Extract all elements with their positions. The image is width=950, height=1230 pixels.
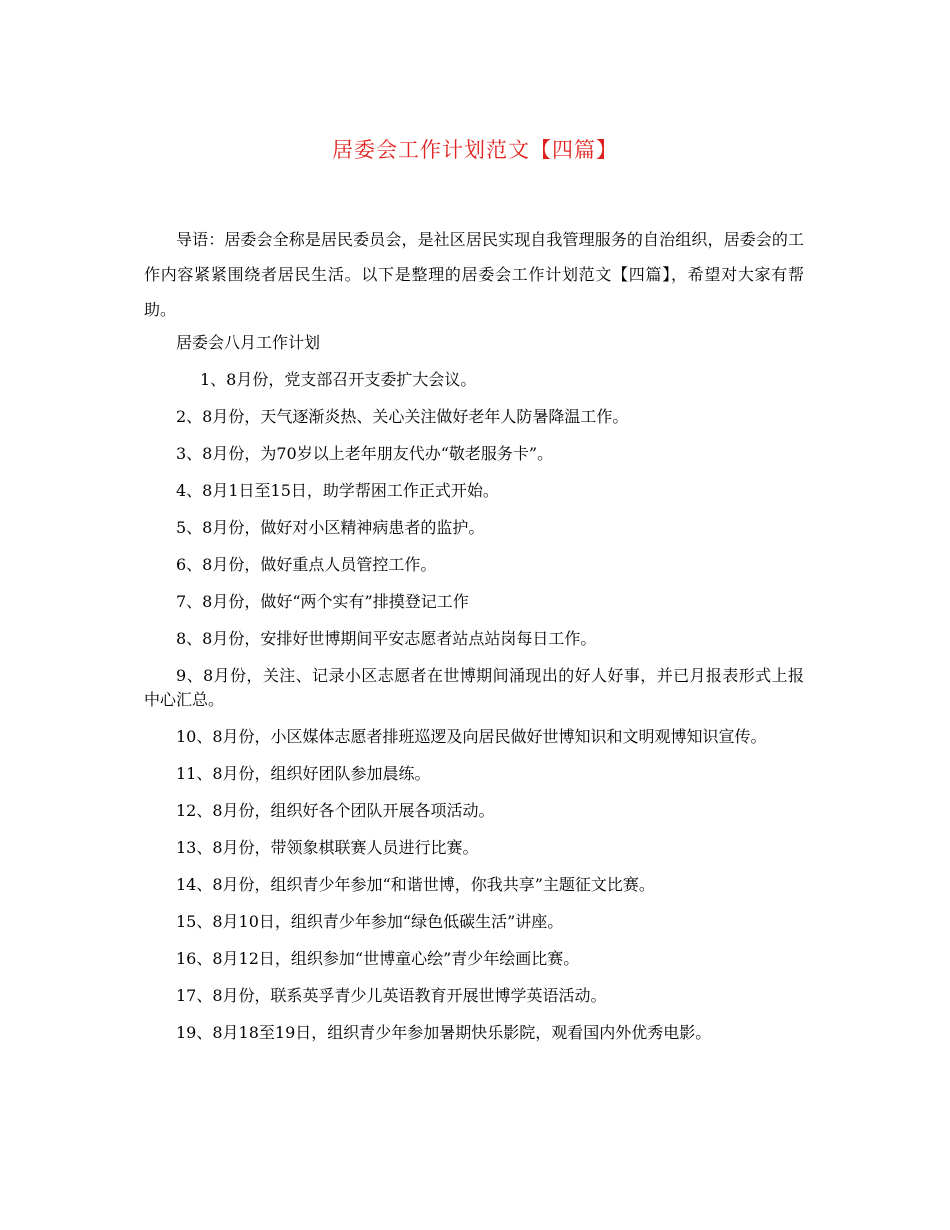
plan-item: 4、8月1日至15日，助学帮困工作正式开始。: [176, 481, 499, 500]
intro-paragraph: 导语：居委会全称是居民委员会，是社区居民实现自我管理服务的自治组织，居委会的工作内容紧紧围绕者居民生活。以下是整理的居委会工作计划范文【四篇】，希望对大家有帮助。: [144, 230, 804, 319]
document-title: 居委会工作计划范文【四篇】: [332, 138, 618, 162]
section-heading: 居委会八月工作计划: [176, 333, 321, 352]
document-body: [144, 222, 804, 1058]
plan-item: 2、8月份，天气逐渐炎热、关心关注做好老年人防暑降温工作。: [176, 407, 629, 426]
plan-item: 12、8月份，组织好各个团队开展各项活动。: [176, 801, 495, 820]
plan-item: 19、8月18至19日，组织青少年参加暑期快乐影院，观看国内外优秀电影。: [176, 1023, 712, 1042]
plan-item: 1、8月份，党支部召开支委扩大会议。: [200, 370, 477, 389]
plan-item: 7、8月份，做好“两个实有”排摸登记工作: [176, 592, 469, 611]
plan-item: 16、8月12日，组织参加“世博童心绘”青少年绘画比赛。: [176, 949, 580, 968]
plan-item: 10、8月份，小区媒体志愿者排班巡逻及向居民做好世博知识和文明观博知识宣传。: [176, 727, 767, 746]
plan-item: 6、8月份，做好重点人员管控工作。: [176, 555, 437, 574]
plan-item: 5、8月份，做好对小区精神病患者的监护。: [176, 518, 485, 537]
plan-item: 9、8月份，关注、记录小区志愿者在世博期间涌现出的好人好事，并已月报表形式上报中心汇总。: [144, 666, 804, 709]
plan-item: 15、8月10日，组织青少年参加“绿色低碳生活”讲座。: [176, 912, 564, 931]
plan-item: 14、8月份，组织青少年参加“和谐世博，你我共享”主题征文比赛。: [176, 875, 655, 894]
plan-item: 11、8月份，组织好团队参加晨练。: [176, 764, 431, 783]
plan-item: 17、8月份，联系英孚青少儿英语教育开展世博学英语活动。: [176, 986, 607, 1005]
plan-item: 3、8月份，为70岁以上老年朋友代办“敬老服务卡”。: [176, 444, 554, 463]
plan-item: 13、8月份，带领象棋联赛人员进行比赛。: [176, 838, 479, 857]
plan-item: 8、8月份，安排好世博期间平安志愿者站点站岗每日工作。: [176, 629, 597, 648]
